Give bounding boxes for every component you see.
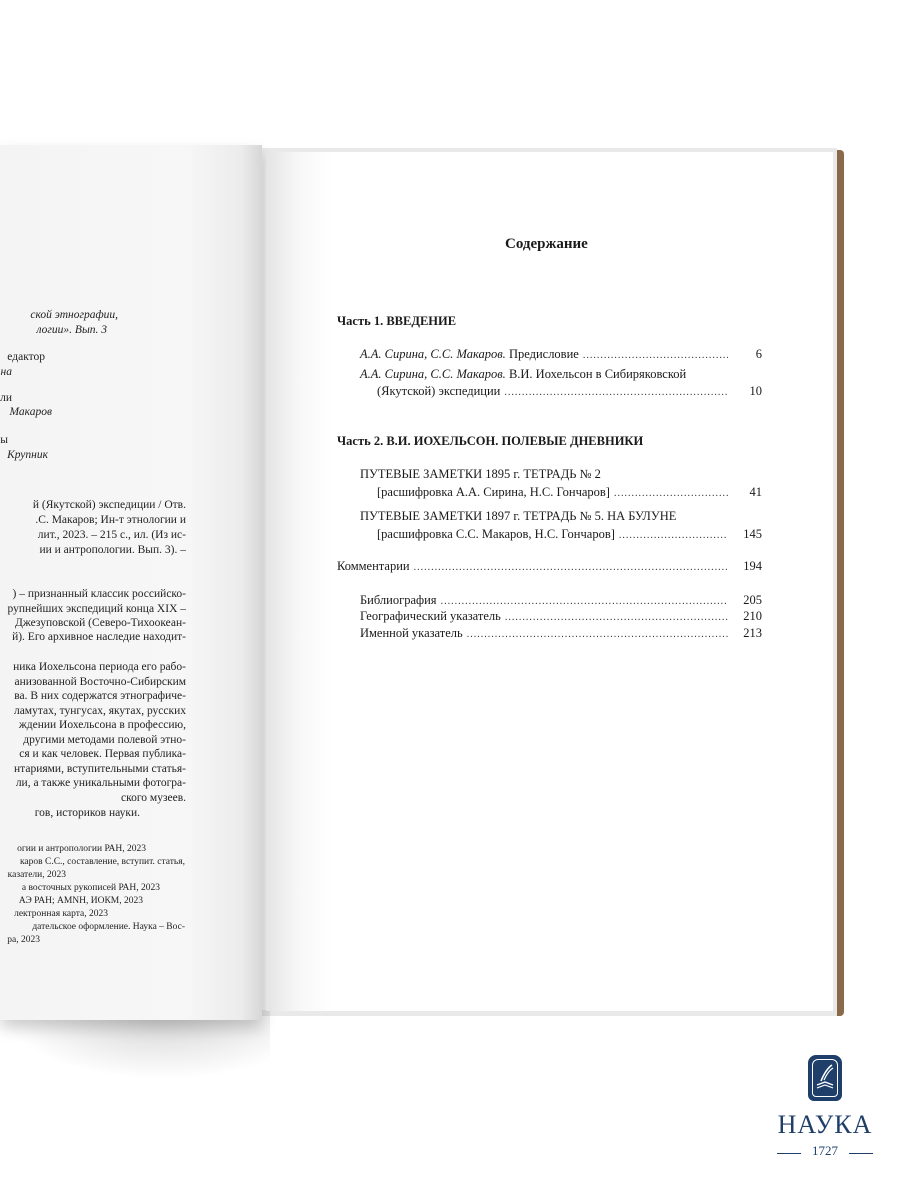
left-page-text-line: ского музеев.: [121, 792, 186, 804]
left-page-text-line: ра, 2023: [7, 935, 40, 945]
left-page-text-line: .С. Макаров; Ин-т этнологии и: [35, 514, 186, 526]
toc-entry-1895-line1: ПУТЕВЫЕ ЗАМЕТКИ 1895 г. ТЕТРАДЬ № 2: [360, 467, 601, 481]
left-page-text-line: ской этнографии,: [30, 309, 118, 321]
publisher-year: 1727: [812, 1143, 838, 1158]
dot-leader: [441, 596, 728, 607]
dot-leader: [504, 387, 728, 398]
entry-title-cont: [расшифровка А.А. Сирина, Н.С. Гончаров]: [377, 485, 610, 499]
toc-entry-bibliography: [360, 593, 732, 608]
page-number: 210: [743, 609, 762, 623]
left-page-text-line: ника Иохельсона периода его рабо-: [13, 661, 186, 673]
part2-heading: Часть 2. В.И. ИОХЕЛЬСОН. ПОЛЕВЫЕ ДНЕВНИКИ: [337, 434, 644, 448]
toc-entry-geo-index: [360, 609, 732, 624]
toc-entry-1897-line2: [377, 527, 732, 542]
left-page-text-line: анизованной Восточно-Сибирским: [14, 676, 186, 688]
entry-title-cont: (Якутской) экспедиции: [377, 384, 501, 398]
toc-entry-name-index: [360, 626, 732, 641]
dot-leader: [467, 629, 728, 640]
left-page-text-line: й). Его архивное наследие находит-: [12, 631, 186, 643]
left-page-text-line: ва. В них содержатся этнографиче-: [14, 690, 186, 702]
entry-title: Географический указатель: [360, 609, 501, 623]
left-page-text-line: Макаров: [9, 406, 52, 418]
contents-title: Содержание: [505, 236, 588, 252]
left-page-text-line: гов, историков науки.: [34, 807, 140, 819]
entry-title: Предисловие: [508, 347, 579, 361]
dot-leader: [414, 562, 728, 573]
toc-entry-intro-line1: [360, 367, 686, 382]
entry-title-cont: [расшифровка С.С. Макаров, Н.С. Гончаров]: [377, 527, 615, 541]
toc-entry-comments: [337, 559, 732, 574]
left-page-text-line: ) – признанный классик российско-: [12, 588, 186, 600]
toc-entry-1897-line1: ПУТЕВЫЕ ЗАМЕТКИ 1897 г. ТЕТРАДЬ № 5. НА БУЛУНЕ: [360, 509, 677, 523]
entry-title: Библиография: [360, 593, 437, 607]
left-page-text-line: другими методами полевой этно-: [23, 734, 186, 746]
entry-authors: А.А. Сирина, С.С. Макаров.: [360, 367, 506, 381]
left-page-text-line: ии и антропологии. Вып. 3). –: [39, 544, 186, 556]
left-page-text-line: казатели, 2023: [7, 870, 66, 880]
left-page-text-line: й (Якутской) экспедиции / Отв.: [32, 499, 186, 511]
left-page-text-line: ся и как человек. Первая публика-: [19, 748, 186, 760]
page-number: 6: [755, 347, 762, 361]
left-page-text-line: лит., 2023. – 215 с., ил. (Из ис-: [37, 529, 186, 541]
dot-leader: [583, 350, 728, 361]
dot-leader: [505, 612, 728, 623]
toc-entry-intro-line2: [377, 384, 732, 399]
left-page-text-line: а восточных рукописей РАН, 2023: [21, 883, 160, 893]
left-page-text-line: едактор: [7, 351, 45, 363]
left-page-text-line: ы: [0, 434, 8, 446]
left-page-text-line: каров С.С., составление, вступит. статья,: [19, 857, 185, 867]
entry-authors: А.А. Сирина, С.С. Макаров.: [360, 347, 506, 361]
entry-title: Комментарии: [337, 559, 410, 573]
dot-leader: [614, 488, 728, 499]
left-page-text-line: АЭ РАН; AMNH, ИОКМ, 2023: [18, 896, 143, 906]
left-page-text-line: Крупник: [7, 449, 48, 461]
logo-rule-right: [849, 1153, 873, 1154]
page-number: 145: [743, 527, 762, 541]
part1-heading: Часть 1. ВВЕДЕНИЕ: [337, 314, 457, 328]
left-page-text-line: нтариями, вступительными статья-: [14, 763, 186, 775]
left-page-text-line: дательское оформление. Наука – Вос-: [32, 922, 185, 932]
entry-title: В.И. Иохельсон в Сибиряковской: [508, 367, 687, 381]
page-number: 10: [749, 384, 762, 398]
left-page: [0, 145, 262, 1020]
left-page-text-line: на: [0, 366, 12, 378]
dot-leader: [619, 530, 728, 541]
toc-entry-1895-line2: [377, 485, 732, 500]
page-number: 213: [743, 626, 762, 640]
publisher-name: НАУКА: [777, 1110, 873, 1139]
entry-title: Именной указатель: [360, 626, 463, 640]
left-page-text-line: логии». Вып. 3: [36, 324, 107, 336]
page-number: 194: [743, 559, 762, 573]
left-page-text-line: лектронная карта, 2023: [14, 909, 108, 919]
page-shadow: [0, 1010, 270, 1080]
left-page-text-line: рупнейших экспедиций конца XIX –: [7, 603, 186, 615]
left-page-text-line: ламутах, тунгусах, якутах, русских: [13, 705, 186, 717]
left-page-text-line: ли, а также уникальными фотогра-: [15, 777, 186, 789]
left-page-text-line: ждении Иохельсона в профессию,: [18, 719, 186, 731]
left-page-text-line: огии и антропологии РАН, 2023: [17, 844, 146, 854]
toc-entry-preface: [360, 347, 732, 362]
publisher-emblem-icon: [808, 1055, 842, 1101]
page-number: 205: [743, 593, 762, 607]
page-number: 41: [749, 485, 762, 499]
left-page-text-line: Джезуповской (Северо-Тихоокеан-: [15, 617, 186, 629]
left-page-text-line: ли: [0, 392, 12, 404]
right-page: [266, 152, 833, 1011]
